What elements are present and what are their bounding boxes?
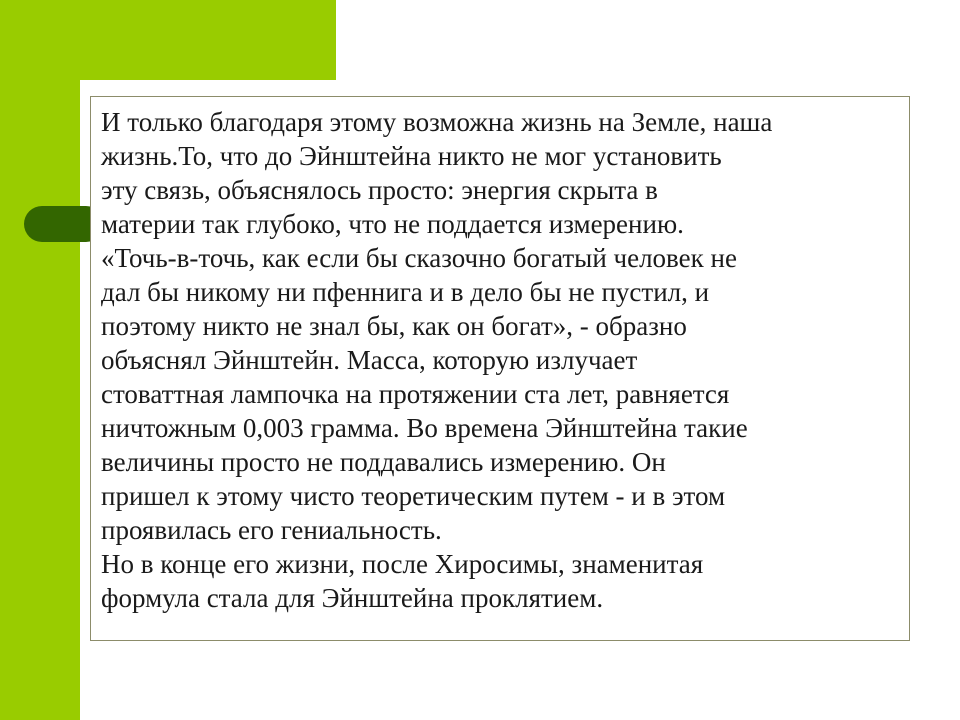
text-line: материи так глубоко, что не поддается измерению. xyxy=(101,209,684,239)
text-line: проявилась его гениальность. xyxy=(101,515,442,545)
text-line: поэтому никто не знал бы, как он богат», - образно xyxy=(101,311,687,341)
text-line: стоваттная лампочка на протяжении ста лет, равняется xyxy=(101,379,730,409)
text-line: ничтожным 0,003 грамма. Во времена Эйнштейна такие xyxy=(101,413,748,443)
text-box xyxy=(90,96,910,641)
text-line: «Точь-в-точь, как если бы сказочно богатый человек не xyxy=(101,243,737,273)
text-line: Но в конце его жизни, после Хиросимы, знаменитая xyxy=(101,549,704,579)
text-line: жизнь.То, что до Эйнштейна никто не мог установить xyxy=(101,141,722,171)
green-left-bar xyxy=(0,0,80,720)
text-line: эту связь, объяснялось просто: энергия скрыта в xyxy=(101,175,658,205)
text-line: формула стала для Эйнштейна проклятием. xyxy=(101,583,604,613)
text-line: величины просто не поддавались измерению. Он xyxy=(101,447,666,477)
text-line: И только благодаря этому возможна жизнь на Земле, наша xyxy=(101,107,773,137)
green-top-bar xyxy=(0,0,336,80)
text-line: пришел к этому чисто теоретическим путем - и в этом xyxy=(101,481,726,511)
text-line: дал бы никому ни пфеннига и в дело бы не пустил, и xyxy=(101,277,710,307)
text-line: объяснял Эйнштейн. Масса, которую излучает xyxy=(101,345,638,375)
body-paragraph xyxy=(101,105,901,615)
